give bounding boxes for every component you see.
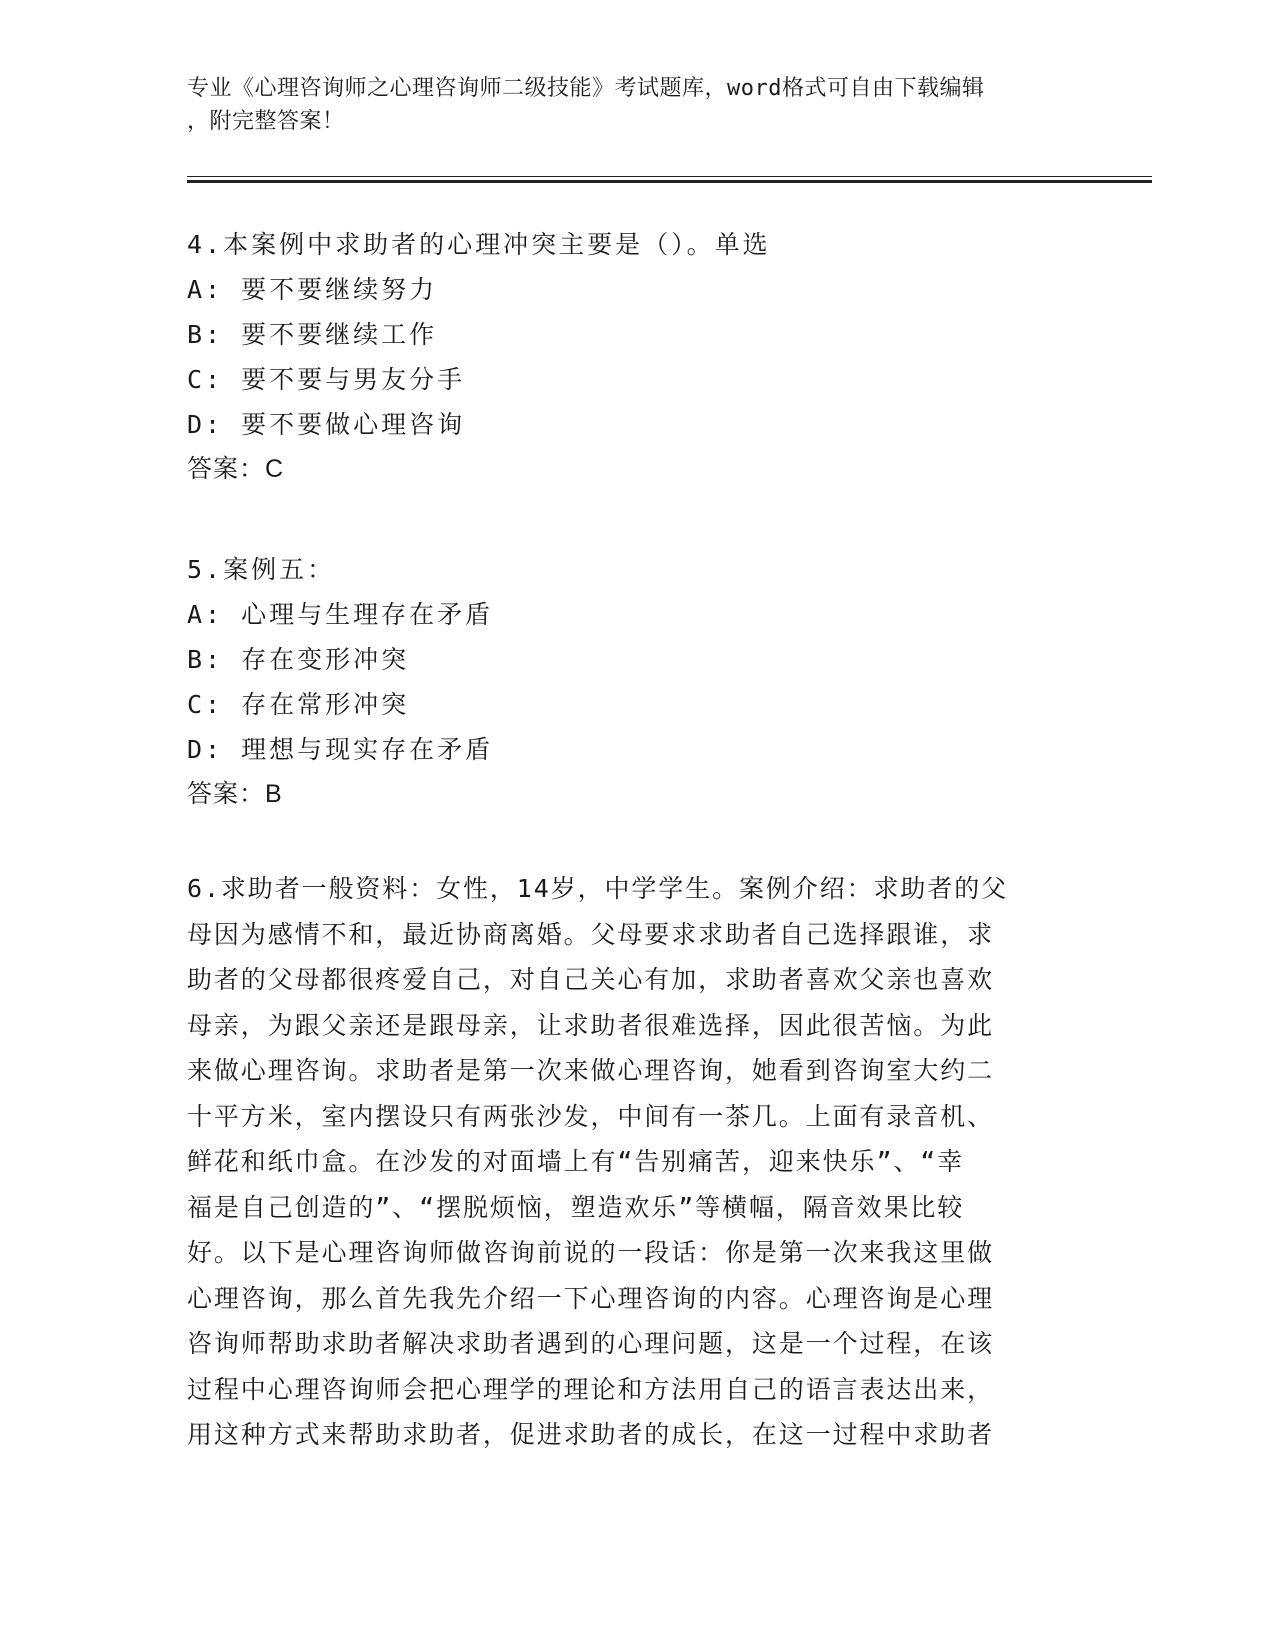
option-c: C: 要不要与男友分手 (187, 365, 466, 394)
option-b: B: 存在变形冲突 (187, 645, 410, 674)
question-5 (187, 547, 1067, 817)
option-a: A: 要不要继续努力 (187, 275, 438, 304)
answer-line: 答案：B (187, 780, 283, 808)
document-header (187, 72, 1067, 138)
q6-line: 咨询师帮助求助者解决求助者遇到的心理问题，这是一个过程，在该 (187, 1329, 995, 1358)
q6-line: 过程中心理咨询师会把心理学的理论和方法用自己的语言表达出来， (187, 1374, 995, 1404)
answer-line: 答案：C (187, 455, 285, 483)
question-stem: 5.案例五： (187, 555, 336, 584)
header-line-1: 专业《心理咨询师之心理咨询师二级技能》考试题库，word格式可自由下载编辑 (187, 76, 985, 101)
question-stem: 4.本案例中求助者的心理冲突主要是（）。单选 (187, 230, 771, 259)
q6-line: 助者的父母都很疼爱自己，对自己关心有加，求助者喜欢父亲也喜欢 (187, 965, 995, 994)
q6-line: 来做心理咨询。求助者是第一次来做心理咨询，她看到咨询室大约二 (187, 1056, 995, 1085)
q6-line: 鲜花和纸巾盒。在沙发的对面墙上有“告别痛苦，迎来快乐”、“幸 (187, 1147, 965, 1176)
q6-line: 福是自己创造的”、“摆脱烦恼，塑造欢乐”等横幅，隔音效果比较 (187, 1192, 965, 1222)
q6-line: 用这种方式来帮助求助者，促进求助者的成长，在这一过程中求助者 (187, 1420, 995, 1449)
q6-line: 母因为感情不和，最近协商离婚。父母要求求助者自己选择跟谁，求 (187, 919, 995, 949)
q6-line: 母亲，为跟父亲还是跟母亲，让求助者很难选择，因此很苦恼。为此 (187, 1010, 995, 1040)
header-divider-thick (187, 180, 1152, 183)
header-divider-thin (187, 176, 1152, 177)
q6-line: 十平方米，室内摆设只有两张沙发，中间有一茶几。上面有录音机、 (187, 1101, 995, 1131)
header-line-2: ，附完整答案！ (187, 109, 345, 134)
question-6 (187, 866, 1057, 1458)
option-b: B: 要不要继续工作 (187, 320, 438, 349)
q6-line: 好。以下是心理咨询师做咨询前说的一段话：你是第一次来我这里做 (187, 1238, 995, 1267)
q6-line: 6.求助者一般资料：女性，14岁，中学学生。案例介绍：求助者的父 (187, 874, 1009, 903)
question-4 (187, 222, 1067, 492)
option-a: A: 心理与生理存在矛盾 (187, 600, 494, 629)
q6-line: 心理咨询，那么首先我先介绍一下心理咨询的内容。心理咨询是心理 (187, 1283, 995, 1313)
option-c: C: 存在常形冲突 (187, 690, 410, 719)
option-d: D: 要不要做心理咨询 (187, 410, 466, 439)
option-d: D: 理想与现实存在矛盾 (187, 735, 494, 764)
